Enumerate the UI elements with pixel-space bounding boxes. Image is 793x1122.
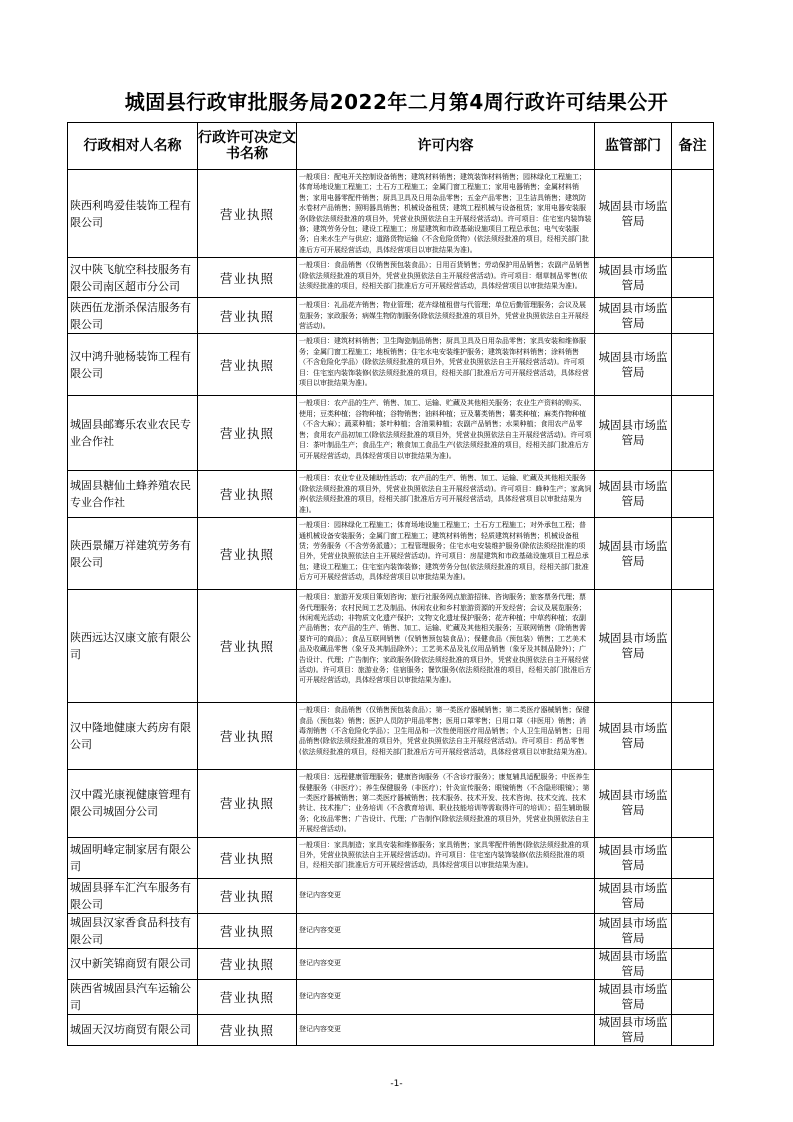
cell-permit-content: 一般项目：农产品的生产、销售、加工、运输、贮藏及其他相关服务；农业生产资料的购买、使用；豆类种植；谷物种植；谷物销售；油料种植；豆及薯类销售；薯类种植；麻类作物种植（不含大麻）；蔬菜种植；茶叶种植；含油果种植；农副产品销售；水果种植；食用农产品零售；食用农产品初加工(除依法须经批准的项目外，凭营业执照依法自主开展经营活动)。许可项目：茶叶制品生产；食品生产；粮食加工食品生产(依法须经批准的项目，经相关部门批准后方可开展经营活动，具体经营项目以审批结果为准)。 [297,396,595,471]
cell-note [672,703,714,770]
cell-document-name: 营业执照 [198,258,297,298]
cell-document-name: 营业执照 [198,948,297,979]
cell-document-name: 营业执照 [198,518,297,590]
cell-department: 城固县市场监管局 [595,396,672,471]
cell-department: 城固县市场监管局 [595,590,672,703]
table-row [68,878,714,913]
cell-note [672,396,714,471]
cell-department: 城固县市场监管局 [595,770,672,837]
cell-permit-content: 登记内容变更 [297,913,595,948]
cell-entity-name: 陕西景耀万祥建筑劳务有限公司 [68,518,198,590]
cell-note [672,258,714,298]
cell-note [672,298,714,334]
cell-department: 城固县市场监管局 [595,913,672,948]
cell-department: 城固县市场监管局 [595,258,672,298]
table-row [68,703,714,770]
cell-permit-content: 一般项目：旅游开发项目策划咨询；旅行社服务网点旅游招徕、咨询服务；旅客票务代理；票务代理服务；农村民间工艺及制品、休闲农业和乡村旅游资源的开发经营；会议及展览服务；休闲观光活动；非物质文化遗产保护；文物文化遗址保护服务；花卉种植；中草药种植；农副产品销售；农产品的生产、销售、加工、运输、贮藏及其他相关服务；互联网销售（除销售需要许可的商品）；食品互联网销售（仅销售预包装食品）；保健食品（预包装）销售；工艺美术品及收藏品零售（象牙及其制品除外）；工艺美术品及礼仪用品销售（象牙及其制品除外）；广告设计、代理；广告制作；家政服务(除依法须经批准的项目外，凭营业执照依法自主开展经营活动)。许可项目：旅游业务；住宿服务；餐饮服务(依法须经批准的项目，经相关部门批准后方可开展经营活动，具体经营项目以审批结果为准)。 [297,590,595,703]
header-dept: 监管部门 [595,123,672,170]
table-row [68,1014,714,1045]
table-row [68,396,714,471]
table-row [68,298,714,334]
cell-note [672,837,714,878]
table-row [68,979,714,1014]
cell-note [672,913,714,948]
cell-department: 城固县市场监管局 [595,878,672,913]
cell-department: 城固县市场监管局 [595,979,672,1014]
table-row [68,518,714,590]
cell-note [672,948,714,979]
cell-entity-name: 城固县驿车汇汽车服务有限公司 [68,878,198,913]
cell-document-name: 营业执照 [198,170,297,258]
cell-note [672,518,714,590]
cell-note [672,170,714,258]
cell-note [672,471,714,518]
cell-document-name: 营业执照 [198,913,297,948]
cell-document-name: 营业执照 [198,878,297,913]
cell-department: 城固县市场监管局 [595,334,672,396]
table-row [68,258,714,298]
permit-table [67,122,714,1046]
cell-permit-content: 一般项目：家具制造；家具安装和维修服务；家具销售；家具零配件销售(除依法须经批准的项目外，凭营业执照依法自主开展经营活动)。许可项目：住宅室内装饰装修(依法须经批准的项目，经相关部门批准后方可开展经营活动，具体经营项目以审批结果为准)。 [297,837,595,878]
cell-permit-content: 一般项目：远程健康管理服务；健康咨询服务（不含诊疗服务）；康复辅具适配服务；中医养生保健服务（非医疗）；养生保健服务（非医疗）；针灸宣传服务；眼镜销售（不含隐形眼镜）；第一类医疗器械销售；第二类医疗器械销售；技术服务、技术开发、技术咨询、技术交流、技术转让、技术推广；业务培训（不含教育培训、职业技能培训等需取得许可的培训）；招生辅助服务；化妆品零售；广告设计、代理；广告制作(除依法须经批准的项目外，凭营业执照依法自主开展经营活动)。 [297,770,595,837]
cell-entity-name: 陕西远达汉康文旅有限公司 [68,590,198,703]
cell-entity-name: 城固县邮骞乐农业农民专业合作社 [68,396,198,471]
cell-entity-name: 城固明峰定制家居有限公司 [68,837,198,878]
table-row [68,913,714,948]
cell-entity-name: 陕西利鸣爱佳装饰工程有限公司 [68,170,198,258]
cell-permit-content: 登记内容变更 [297,979,595,1014]
cell-entity-name: 汉中新笑锦商贸有限公司 [68,948,198,979]
table-body [68,170,714,1046]
cell-note [672,590,714,703]
header-doc: 行政许可决定文书名称 [198,123,297,170]
cell-document-name: 营业执照 [198,471,297,518]
table-row [68,837,714,878]
cell-permit-content: 一般项目：配电开关控制设备销售；建筑材料销售；建筑装饰材料销售；园林绿化工程施工；体育场地设施工程施工；土石方工程施工；金属门窗工程施工；家用电器销售；金属材料销售；家用电器零配件销售；厨具卫具及日用杂品零售；五金产品零售；卫生洁具销售；建筑防水卷材产品销售；照明器具销售；机械设备租赁；建筑工程机械与设备租赁；家用电器安装服务(除依法须经批准的项目外，凭营业执照依法自主开展经营活动)。许可项目：住宅室内装饰装修；建筑劳务分包；建设工程施工；房屋建筑和市政基础设施项目工程总承包；电气安装服务；自来水生产与供应；道路货物运输（不含危险货物）(依法须经批准的项目，经相关部门批准后方可开展经营活动，具体经营项目以审批结果为准)。 [297,170,595,258]
cell-entity-name: 汉中霞光康视健康管理有限公司城固分公司 [68,770,198,837]
cell-document-name: 营业执照 [198,703,297,770]
header-name: 行政相对人名称 [68,123,198,170]
table-row [68,471,714,518]
table-row [68,590,714,703]
cell-note [672,334,714,396]
cell-permit-content: 一般项目：食品销售（仅销售预包装食品）；第一类医疗器械销售；第二类医疗器械销售；保健食品（预包装）销售；医护人员防护用品零售；医用口罩零售；日用口罩（非医用）销售；消毒剂销售（不含危险化学品）；卫生用品和一次性使用医疗用品销售；个人卫生用品销售；日用品销售(除依法须经批准的项目外，凭营业执照依法自主开展经营活动)。许可项目：药品零售(依法须经批准的项目，经相关部门批准后方可开展经营活动，具体经营项目以审批结果为准)。 [297,703,595,770]
cell-document-name: 营业执照 [198,837,297,878]
cell-permit-content: 一般项目：建筑材料销售；卫生陶瓷制品销售；厨具卫具及日用杂品零售；家具安装和维修服务；金属门窗工程施工；地板销售；住宅水电安装维护服务；建筑装饰材料销售；涂料销售（不含危险化学品）(除依法须经批准的项目外，凭营业执照依法自主开展经营活动)。许可项目：住宅室内装饰装修(依法须经批准的项目，经相关部门批准后方可开展经营活动，具体经营项目以审批结果为准)。 [297,334,595,396]
cell-document-name: 营业执照 [198,979,297,1014]
cell-note [672,878,714,913]
cell-entity-name: 城固县汉家香食品科技有限公司 [68,913,198,948]
cell-note [672,979,714,1014]
cell-document-name: 营业执照 [198,590,297,703]
cell-permit-content: 登记内容变更 [297,1014,595,1045]
cell-department: 城固县市场监管局 [595,471,672,518]
cell-permit-content: 一般项目：礼品花卉销售；物业管理；花卉绿植租借与代管理；单位后勤管理服务；会议及展览服务；家政服务；病媒生物防制服务(除依法须经批准的项目外，凭营业执照依法自主开展经营活动)。 [297,298,595,334]
cell-department: 城固县市场监管局 [595,298,672,334]
cell-entity-name: 城固天汉坊商贸有限公司 [68,1014,198,1045]
table-row [68,948,714,979]
table-row [68,334,714,396]
table-row [68,770,714,837]
cell-permit-content: 一般项目：农业专业及辅助性活动；农产品的生产、销售、加工、运输、贮藏及其他相关服务(除依法须经批准的项目外，凭营业执照依法自主开展经营活动)。许可项目：蜂种生产；家禽饲养(依法须经批准的项目，经相关部门批准后方可开展经营活动，具体经营项目以审批结果为准)。 [297,471,595,518]
cell-department: 城固县市场监管局 [595,703,672,770]
cell-department: 城固县市场监管局 [595,948,672,979]
cell-department: 城固县市场监管局 [595,1014,672,1045]
cell-permit-content: 一般项目：园林绿化工程施工；体育场地设施工程施工；土石方工程施工；对外承包工程；普通机械设备安装服务；金属门窗工程施工；建筑材料销售；轻质建筑材料销售；机械设备租赁；劳务服务（不含劳务派遣）；工程管理服务；住宅水电安装维护服务(除依法须经批准的项目外，凭营业执照依法自主开展经营活动)。许可项目：房屋建筑和市政基础设施项目工程总承包；建设工程施工；住宅室内装饰装修；建筑劳务分包(依法须经批准的项目，经相关部门批准后方可开展经营活动，具体经营项目以审批结果为准)。 [297,518,595,590]
cell-entity-name: 汉中陕飞航空科技服务有限公司南区超市分公司 [68,258,198,298]
page-number: -1- [390,1079,403,1089]
cell-permit-content: 一般项目：食品销售（仅销售预包装食品）；日用百货销售；劳动保护用品销售；农副产品销售(除依法须经批准的项目外，凭营业执照依法自主开展经营活动)。许可项目：烟草制品零售(依法须经批准的项目，经相关部门批准后方可开展经营活动，具体经营项目以审批结果为准)。 [297,258,595,298]
cell-document-name: 营业执照 [198,298,297,334]
cell-department: 城固县市场监管局 [595,518,672,590]
table-row [68,170,714,258]
page-title: 城固县行政审批服务局2022年二月第4周行政许可结果公开 [124,90,669,114]
cell-document-name: 营业执照 [198,1014,297,1045]
cell-permit-content: 登记内容变更 [297,948,595,979]
cell-department: 城固县市场监管局 [595,837,672,878]
header-note: 备注 [672,123,714,170]
cell-department: 城固县市场监管局 [595,170,672,258]
cell-entity-name: 陕西省城固县汽车运输公司 [68,979,198,1014]
cell-document-name: 营业执照 [198,770,297,837]
cell-entity-name: 汉中隆地健康大药房有限公司 [68,703,198,770]
table-header-row [68,123,714,170]
cell-document-name: 营业执照 [198,334,297,396]
cell-note [672,1014,714,1045]
cell-document-name: 营业执照 [198,396,297,471]
cell-note [672,770,714,837]
cell-entity-name: 汉中鸿升驰杨装饰工程有限公司 [68,334,198,396]
cell-permit-content: 登记内容变更 [297,878,595,913]
header-content: 许可内容 [297,123,595,170]
cell-entity-name: 城固县糖仙土蜂养殖农民专业合作社 [68,471,198,518]
cell-entity-name: 陕西伍龙浙杀保洁服务有限公司 [68,298,198,334]
